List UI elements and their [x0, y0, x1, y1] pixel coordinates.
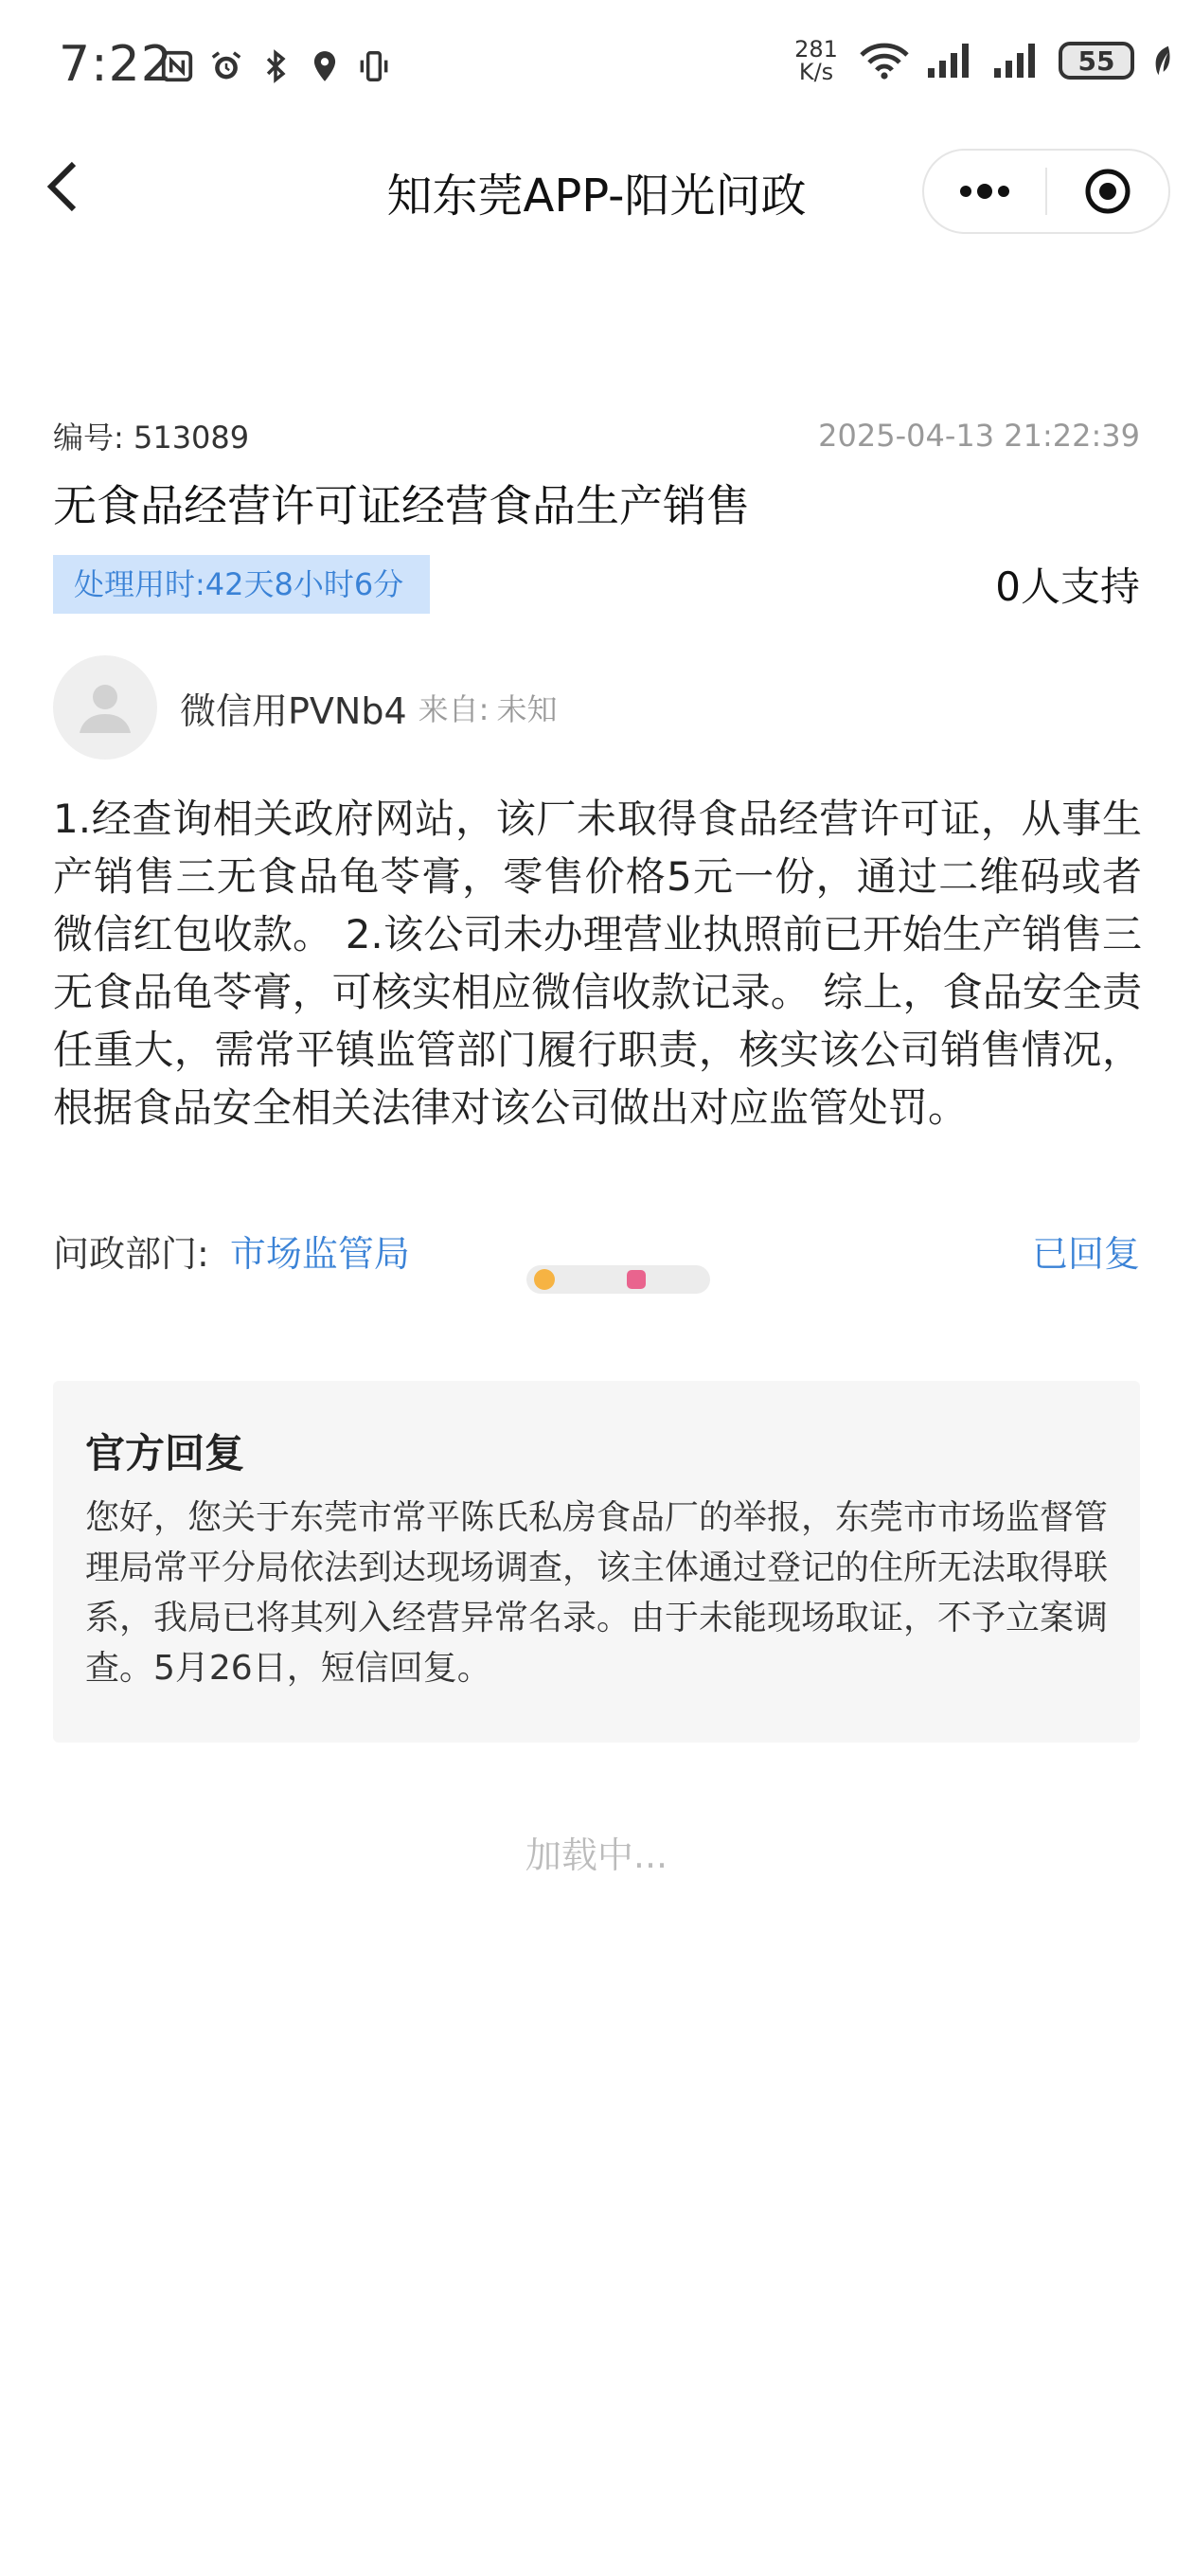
status-icons-left	[159, 42, 392, 91]
watermark-logo-icon	[534, 1269, 555, 1290]
status-icons-right	[790, 38, 1172, 83]
watermark-badge-icon	[627, 1270, 646, 1289]
issue-meta-row	[53, 417, 1140, 455]
department-info	[53, 1225, 410, 1277]
network-speed	[790, 38, 843, 83]
vibrate-icon	[356, 48, 392, 84]
status-time: 7:22	[59, 36, 173, 93]
loading-indicator: 加载中...	[525, 1834, 668, 1876]
battery-indicator: 55	[1059, 42, 1134, 80]
reply-status: 已回复	[1031, 1232, 1140, 1275]
issue-title: 无食品经营许可证经营食品生产销售	[53, 480, 750, 531]
issue-datetime: 2025-04-13 21:22:39	[818, 418, 1140, 454]
wifi-icon	[860, 42, 909, 80]
avatar	[53, 655, 157, 760]
alarm-icon	[208, 48, 244, 84]
network-speed-value: 281	[794, 36, 838, 63]
issue-body: 1.经查询相关政府网站，该厂未取得食品经营许可证，从事生产销售三无食品龟苓膏，零售价格5元一份，通过二维码或者微信红包收款。 2.该公司未办理营业执照前已开始生产销售三无食品龟苓膏，可核实相应微信收款记录。 综上，食品安全责任重大，需常平镇监管部门履行职责，核实该公司销售情况，根据食品安全相关法律对该公司做出对应监管处罚。	[53, 796, 1142, 1131]
default-user-icon	[74, 676, 136, 739]
signal-icon-1	[926, 42, 975, 80]
nfc-icon	[159, 48, 195, 84]
location-icon	[307, 48, 343, 84]
official-reply-text: 您好，您关于东莞市常平陈氏私房食品厂的举报，东莞市市场监督管理局常平分局依法到达现场调查，该主体通过登记的住所无法取得联系，我局已将其列入经营异常名录。由于未能现场取证，不予立案调查。5月26日，短信回复。	[85, 1498, 1109, 1688]
official-reply-title: 官方回复	[85, 1430, 245, 1476]
close-mini-program-button[interactable]	[1047, 151, 1168, 232]
processing-time-badge	[53, 555, 430, 614]
official-reply-card	[53, 1381, 1140, 1743]
from-value: 未知	[496, 691, 558, 727]
issue-id	[53, 414, 249, 457]
user-info	[53, 655, 557, 760]
department-label: 问政部门:	[53, 1232, 209, 1275]
more-dots-icon	[956, 184, 1013, 199]
page-title: 知东莞APP-阳光问政	[386, 170, 807, 223]
network-speed-unit: K/s	[798, 59, 834, 85]
support-count[interactable]: 0人支持	[995, 564, 1140, 610]
issue-id-value: 513089	[133, 420, 250, 456]
bluetooth-icon	[258, 48, 294, 84]
signal-icon-2	[992, 42, 1042, 80]
leaf-icon	[1151, 45, 1172, 77]
issue-id-label: 编号:	[53, 420, 124, 456]
username: 微信用PVNb4	[180, 689, 407, 732]
more-button[interactable]	[924, 151, 1045, 232]
processing-time-label: 处理用时:	[74, 566, 205, 602]
watermark	[526, 1265, 710, 1294]
processing-time-value: 42天8小时6分	[205, 566, 404, 602]
from-label: 来自:	[418, 691, 490, 727]
status-bar	[0, 0, 1193, 133]
target-icon	[1084, 168, 1131, 215]
title-bar	[0, 133, 1193, 256]
department-link[interactable]: 市场监管局	[229, 1232, 410, 1275]
issue-status-row	[53, 555, 1140, 614]
mini-program-capsule	[922, 149, 1170, 234]
